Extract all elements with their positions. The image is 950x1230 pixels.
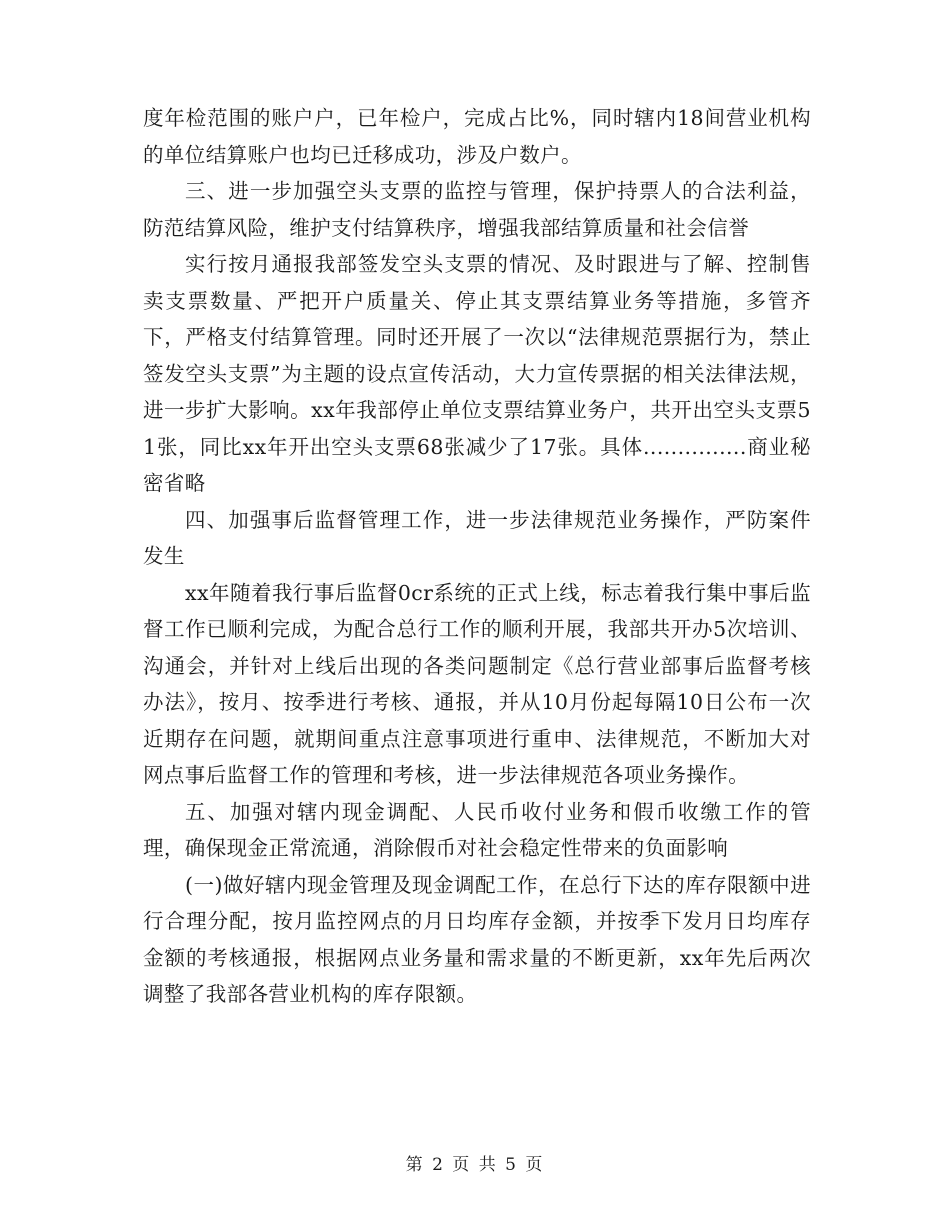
paragraph-7: (一)做好辖内现金管理及现金调配工作，在总行下达的库存限额中进行合理分配，按月监控网点的月日均库存金额，并按季下发月日均库存金额的考核通报，根据网点业务量和需求量的不断更新，xx年先后两次调整了我部各营业机构的库存限额。 bbox=[143, 872, 811, 1006]
document-body bbox=[143, 100, 811, 1013]
section-heading-4: 四、加强事后监督管理工作，进一步法律规范业务操作，严防案件发生 bbox=[143, 507, 811, 568]
paragraph-1: 度年检范围的账户户，已年检户，完成占比%，同时辖内18间营业机构的单位结算账户也均已迁移成功，涉及户数户。 bbox=[143, 106, 811, 167]
page-number-footer: 第 2 页 共 5 页 bbox=[405, 1155, 545, 1175]
paragraph-5: xx年随着我行事后监督0cr系统的正式上线，标志着我行集中事后监督工作已顺利完成，为配合总行工作的顺利开展，我部共开办5次培训、沟通会，并针对上线后出现的各类问题制定《总行营业部事后监督考核办法》，按月、按季进行考核、通报，并从10月份起每隔10日公布一次近期存在问题，就期间重点注意事项进行重申、法律规范，不断加大对网点事后监督工作的管理和考核，进一步法律规范各项业务操作。 bbox=[143, 580, 811, 787]
section-heading-3: 三、进一步加强空头支票的监控与管理，保护持票人的合法利益，防范结算风险，维护支付结算秩序，增强我部结算质量和社会信誉 bbox=[143, 179, 811, 240]
paragraph-3: 实行按月通报我部签发空头支票的情况、及时跟进与了解、控制售卖支票数量、严把开户质量关、停止其支票结算业务等措施，多管齐下，严格支付结算管理。同时还开展了一次以“法律规范票据行为，禁止签发空头支票”为主题的设点宣传活动，大力宣传票据的相关法律法规，进一步扩大影响。xx年我部停止单位支票结算业务户，共开出空头支票51张，同比xx年开出空头支票68张减少了17张。具体...............商业秘密省略 bbox=[143, 252, 811, 495]
section-heading-5: 五、加强对辖内现金调配、人民币收付业务和假币收缴工作的管理，确保现金正常流通，消除假币对社会稳定性带来的负面影响 bbox=[143, 799, 811, 860]
